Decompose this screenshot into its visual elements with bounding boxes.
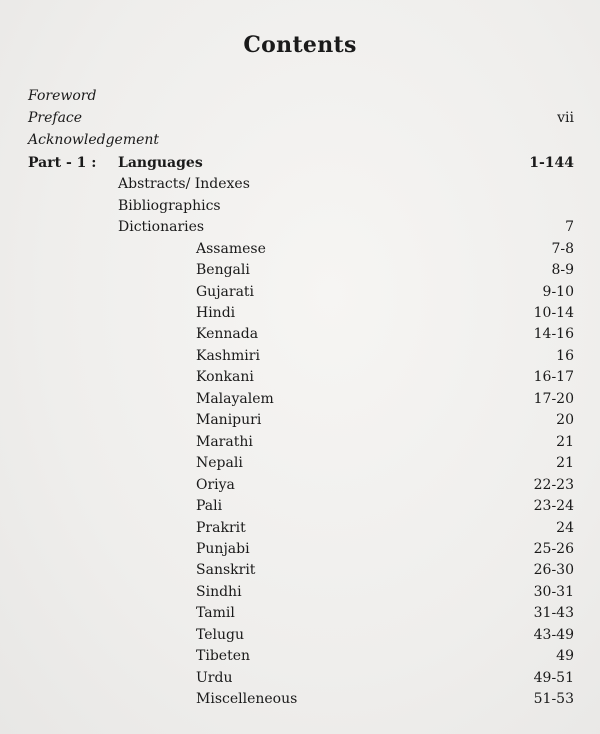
toc-dictionary-entry (0, 239, 600, 260)
toc-entry-page: 9-10 (542, 284, 574, 300)
toc-entry-page: 31-43 (533, 605, 574, 621)
toc-entry-label: Preface (28, 110, 83, 126)
toc-dictionary-entry (0, 389, 600, 410)
toc-section-bibliographics (0, 196, 600, 217)
page-title: Contents (243, 32, 357, 58)
toc-entry-label: Nepali (196, 455, 243, 471)
toc-entry-page: 49-51 (533, 670, 574, 686)
toc-dictionary-entry (0, 646, 600, 667)
toc-entry-page: 24 (556, 520, 574, 536)
toc-entry-acknowledgement (0, 130, 600, 151)
toc-entry-page: 10-14 (533, 305, 574, 321)
toc-dictionary-entry (0, 367, 600, 388)
toc-entry-page: 21 (556, 434, 574, 450)
toc-entry-label: Kennada (196, 326, 259, 342)
toc-entry-foreword (0, 86, 600, 107)
toc-dictionary-entry (0, 324, 600, 345)
toc-entry-label: Tibeten (196, 648, 250, 664)
toc-dictionary-entry (0, 539, 600, 560)
toc-entry-label: Marathi (196, 434, 253, 450)
toc-dictionary-entry (0, 689, 600, 710)
toc-entry-label: Sindhi (196, 584, 242, 600)
toc-entry-label: Oriya (196, 477, 235, 493)
toc-entry-label: Assamese (196, 241, 266, 257)
toc-entry-page: 20 (556, 412, 574, 428)
toc-entry-label: Punjabi (196, 541, 250, 557)
toc-entry-page: 17-20 (533, 391, 574, 407)
toc-entry-label: Abstracts/ Indexes (118, 176, 250, 192)
toc-entry-page: 30-31 (533, 584, 574, 600)
toc-entry-label: Malayalem (196, 391, 274, 407)
toc-entry-label: Hindi (196, 305, 236, 321)
toc-dictionary-entry (0, 303, 600, 324)
toc-dictionary-entry (0, 603, 600, 624)
toc-entry-page: 14-16 (533, 326, 574, 342)
toc-entry-label: Manipuri (196, 412, 262, 428)
toc-entry-label: Bibliographics (118, 198, 221, 214)
toc-section-abstracts (0, 174, 600, 195)
toc-part-heading (0, 153, 600, 174)
toc-entry-page: 26-30 (533, 562, 574, 578)
toc-entry-page: 16 (556, 348, 574, 364)
toc-entry-label: Acknowledgement (28, 132, 160, 148)
toc-entry-label: Gujarati (196, 284, 255, 300)
toc-dictionary-entry (0, 282, 600, 303)
toc-entry-page: 25-26 (533, 541, 574, 557)
toc-entry-preface (0, 108, 600, 129)
toc-dictionary-entry (0, 518, 600, 539)
toc-dictionary-entry (0, 560, 600, 581)
part-page-range: 1-144 (529, 155, 574, 171)
toc-entry-page: 21 (556, 455, 574, 471)
toc-entry-page: 8-9 (551, 262, 574, 278)
toc-entry-label: Pali (196, 498, 223, 514)
toc-entry-label: Sanskrit (196, 562, 256, 578)
toc-dictionary-entry (0, 475, 600, 496)
toc-dictionary-entry (0, 453, 600, 474)
toc-dictionary-entry (0, 668, 600, 689)
toc-entry-page: 23-24 (533, 498, 574, 514)
part-title: Languages (118, 155, 203, 171)
toc-entry-label: Bengali (196, 262, 250, 278)
toc-entry-page: 7-8 (551, 241, 574, 257)
toc-entry-page: 7 (565, 219, 574, 235)
toc-entry-page: 16-17 (533, 369, 574, 385)
toc-entry-label: Dictionaries (118, 219, 205, 235)
toc-dictionary-entry (0, 432, 600, 453)
toc-entry-page: vii (557, 110, 574, 126)
toc-section-dictionaries (0, 217, 600, 238)
part-number: Part - 1 : (28, 155, 97, 171)
toc-dictionary-entry (0, 410, 600, 431)
toc-entry-label: Tamil (196, 605, 235, 621)
toc-entry-page: 22-23 (533, 477, 574, 493)
toc-entry-label: Konkani (196, 369, 254, 385)
toc-dictionary-entry (0, 582, 600, 603)
toc-entry-label: Miscelleneous (196, 691, 298, 707)
toc-entry-page: 43-49 (533, 627, 574, 643)
toc-dictionary-entry (0, 346, 600, 367)
toc-entry-page: 51-53 (533, 691, 574, 707)
toc-entry-label: Foreword (28, 88, 97, 104)
toc-dictionary-entry (0, 625, 600, 646)
toc-entry-label: Telugu (196, 627, 245, 643)
toc-entry-label: Kashmiri (196, 348, 260, 364)
toc-entry-page: 49 (556, 648, 574, 664)
toc-dictionary-entry (0, 260, 600, 281)
toc-entry-label: Urdu (196, 670, 233, 686)
toc-entry-label: Prakrit (196, 520, 246, 536)
toc-dictionary-entry (0, 496, 600, 517)
